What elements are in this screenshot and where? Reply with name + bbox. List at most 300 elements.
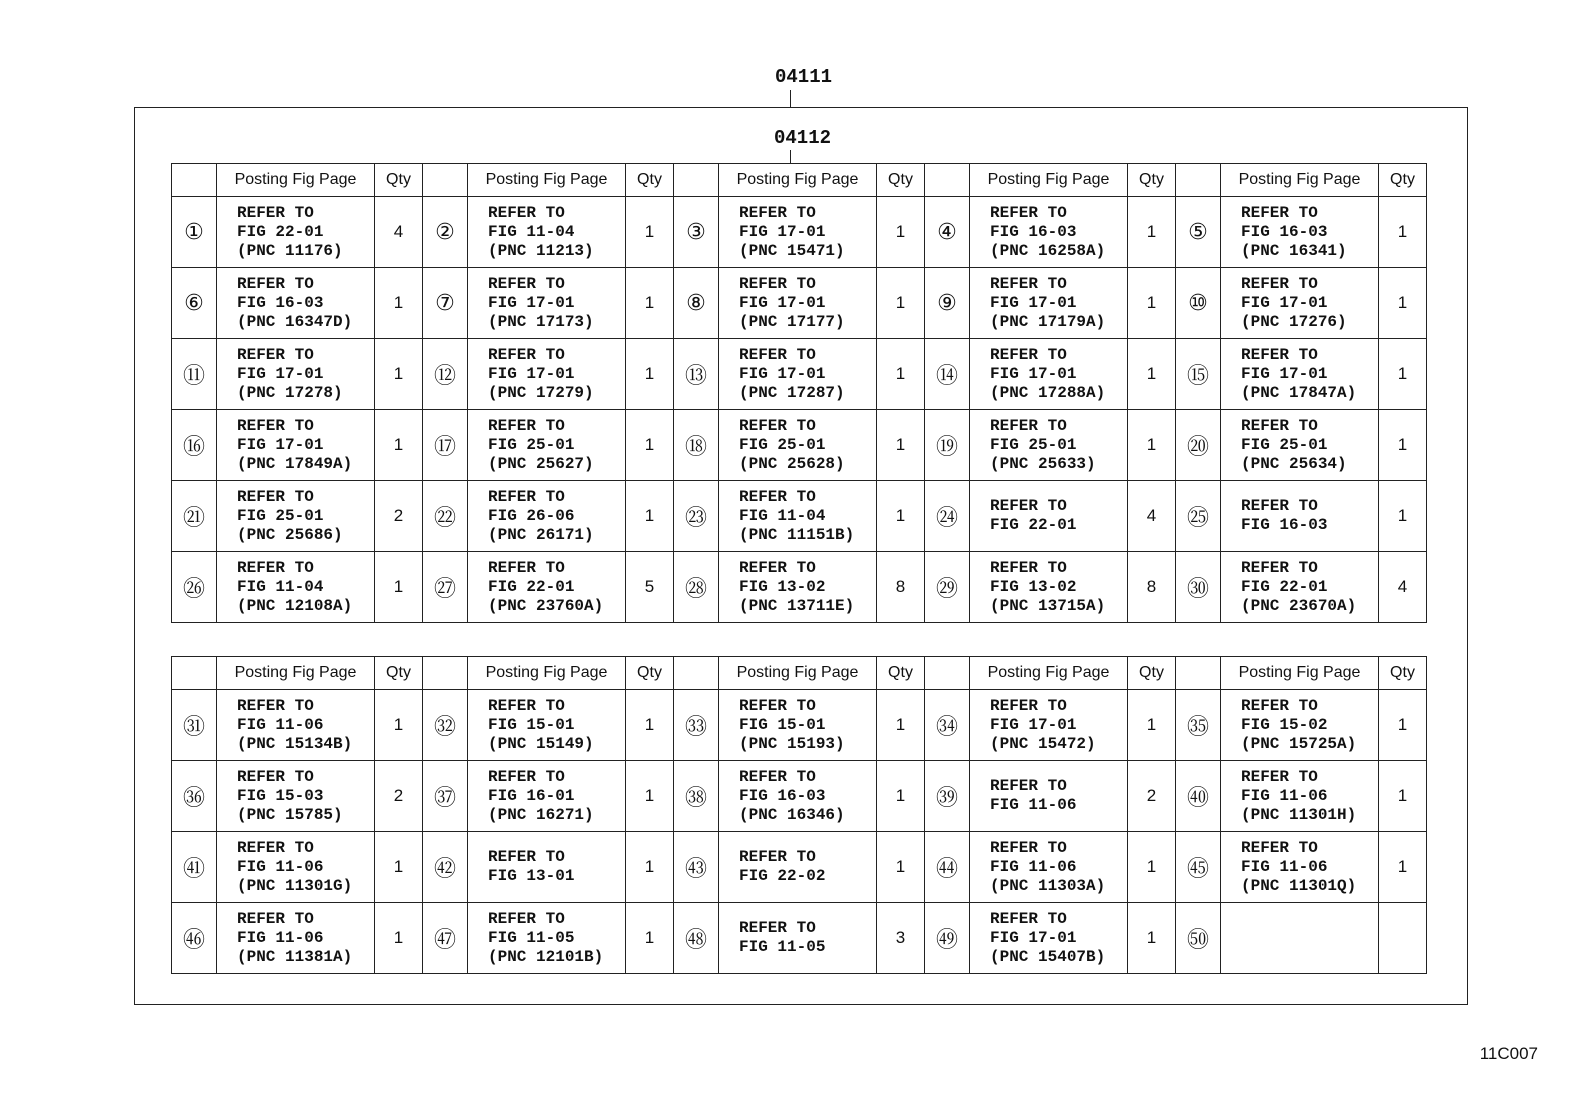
callout-number: ㉖ [172, 552, 217, 623]
reference-line: FIG 13-01 [488, 867, 575, 885]
header-blank [423, 657, 468, 690]
reference-cell [217, 761, 375, 832]
reference-line: (PNC 16341) [1241, 241, 1347, 260]
reference-line: REFER TO [237, 909, 314, 928]
header-qty: Qty [1128, 657, 1176, 690]
reference-line: (PNC 23760A) [488, 596, 604, 615]
header-posting-fig-page: Posting Fig Page [1221, 657, 1379, 690]
callout-number: ㊽ [674, 903, 719, 974]
reference-cell [217, 481, 375, 552]
reference-line: REFER TO [237, 838, 314, 857]
quantity-cell: 1 [375, 552, 423, 623]
quantity-cell: 1 [626, 903, 674, 974]
reference-line: REFER TO [1241, 497, 1318, 515]
reference-cell [468, 197, 626, 268]
reference-line: REFER TO [1241, 203, 1318, 222]
callout-number: ㊾ [925, 903, 970, 974]
reference-line: FIG 17-01 [739, 364, 826, 383]
callout-number: ㉗ [423, 552, 468, 623]
callout-number: ㉓ [674, 481, 719, 552]
callout-number: ⑮ [1176, 339, 1221, 410]
quantity-cell: 1 [1128, 410, 1176, 481]
header-row [172, 164, 1427, 197]
reference-line: FIG 11-04 [739, 506, 826, 525]
header-blank [172, 657, 217, 690]
leader-line-04112 [790, 150, 791, 163]
reference-line: (PNC 25628) [739, 454, 845, 473]
reference-line: REFER TO [1241, 558, 1318, 577]
reference-line: FIG 25-01 [1241, 435, 1328, 454]
reference-line: REFER TO [739, 487, 816, 506]
quantity-cell: 8 [877, 552, 925, 623]
header-blank [925, 164, 970, 197]
reference-line: REFER TO [488, 203, 565, 222]
reference-cell [1221, 339, 1379, 410]
reference-line: REFER TO [237, 274, 314, 293]
reference-line: (PNC 15134B) [237, 734, 353, 753]
quantity-cell: 1 [626, 481, 674, 552]
quantity-cell: 1 [375, 410, 423, 481]
reference-cell [970, 761, 1128, 832]
reference-cell [719, 832, 877, 903]
reference-line: (PNC 17847A) [1241, 383, 1357, 402]
reference-line: FIG 17-01 [488, 364, 575, 383]
header-row [172, 657, 1427, 690]
reference-line: FIG 17-01 [990, 293, 1077, 312]
reference-line: REFER TO [488, 487, 565, 506]
header-blank [172, 164, 217, 197]
reference-line: REFER TO [739, 848, 816, 866]
reference-line: FIG 11-06 [990, 857, 1077, 876]
reference-line: REFER TO [488, 696, 565, 715]
reference-line: REFER TO [488, 274, 565, 293]
reference-line: FIG 17-01 [739, 293, 826, 312]
table-row [172, 761, 1427, 832]
quantity-cell: 1 [1128, 903, 1176, 974]
reference-line: REFER TO [739, 696, 816, 715]
header-posting-fig-page: Posting Fig Page [719, 164, 877, 197]
callout-number: ㉔ [925, 481, 970, 552]
reference-line: (PNC 25634) [1241, 454, 1347, 473]
quantity-cell: 1 [877, 832, 925, 903]
reference-line: REFER TO [488, 848, 565, 866]
quantity-cell: 1 [375, 903, 423, 974]
table-row [172, 832, 1427, 903]
quantity-cell: 4 [1128, 481, 1176, 552]
reference-line: REFER TO [739, 767, 816, 786]
reference-line: (PNC 15149) [488, 734, 594, 753]
quantity-cell: 1 [877, 268, 925, 339]
quantity-cell: 1 [877, 339, 925, 410]
reference-cell [719, 903, 877, 974]
reference-line: FIG 16-03 [739, 786, 826, 805]
reference-line: FIG 17-01 [237, 364, 324, 383]
reference-line: REFER TO [739, 274, 816, 293]
parts-table-top [171, 163, 1427, 623]
callout-number: ㉛ [172, 690, 217, 761]
quantity-cell: 1 [375, 339, 423, 410]
reference-line: (PNC 11151B) [739, 525, 855, 544]
reference-line: REFER TO [990, 558, 1067, 577]
header-qty: Qty [877, 164, 925, 197]
reference-line: (PNC 12101B) [488, 947, 604, 966]
callout-number: ⑩ [1176, 268, 1221, 339]
quantity-cell: 4 [375, 197, 423, 268]
header-qty: Qty [1379, 657, 1427, 690]
callout-number: ㊷ [423, 832, 468, 903]
reference-cell [217, 339, 375, 410]
callout-number: ① [172, 197, 217, 268]
reference-line: (PNC 15193) [739, 734, 845, 753]
reference-line: FIG 17-01 [990, 928, 1077, 947]
reference-line: REFER TO [1241, 345, 1318, 364]
assembly-label-04111: 04111 [775, 66, 833, 88]
reference-cell [1221, 690, 1379, 761]
header-qty: Qty [1379, 164, 1427, 197]
reference-line: (PNC 15725A) [1241, 734, 1357, 753]
reference-line: (PNC 11381A) [237, 947, 353, 966]
quantity-cell: 1 [877, 690, 925, 761]
table-row [172, 268, 1427, 339]
quantity-cell: 1 [626, 832, 674, 903]
reference-line: (PNC 17279) [488, 383, 594, 402]
illustration-code: 11C007 [1479, 1044, 1538, 1063]
header-blank [674, 164, 719, 197]
reference-cell [217, 690, 375, 761]
reference-line: (PNC 16347D) [237, 312, 353, 331]
callout-number: ㉑ [172, 481, 217, 552]
reference-line: FIG 25-01 [990, 435, 1077, 454]
header-blank [1176, 164, 1221, 197]
reference-line: REFER TO [488, 558, 565, 577]
callout-number: ④ [925, 197, 970, 268]
reference-line: REFER TO [488, 416, 565, 435]
reference-cell [1221, 268, 1379, 339]
reference-line: (PNC 12108A) [237, 596, 353, 615]
reference-line: REFER TO [990, 203, 1067, 222]
reference-line: (PNC 17177) [739, 312, 845, 331]
reference-line: FIG 17-01 [488, 293, 575, 312]
reference-line: (PNC 23670A) [1241, 596, 1357, 615]
header-posting-fig-page: Posting Fig Page [468, 657, 626, 690]
callout-number: ㊻ [172, 903, 217, 974]
reference-line: REFER TO [990, 777, 1067, 795]
reference-line: REFER TO [237, 345, 314, 364]
quantity-cell: 4 [1379, 552, 1427, 623]
callout-number: ③ [674, 197, 719, 268]
quantity-cell: 1 [1128, 268, 1176, 339]
reference-line: REFER TO [739, 345, 816, 364]
table-row [172, 410, 1427, 481]
reference-line: FIG 11-04 [488, 222, 575, 241]
reference-line: (PNC 26171) [488, 525, 594, 544]
callout-number: ㉟ [1176, 690, 1221, 761]
callout-number: ㊴ [925, 761, 970, 832]
callout-number: ㉞ [925, 690, 970, 761]
callout-number: ⑬ [674, 339, 719, 410]
reference-line: REFER TO [739, 558, 816, 577]
reference-line: FIG 11-06 [237, 928, 324, 947]
reference-cell [719, 339, 877, 410]
table-row [172, 481, 1427, 552]
reference-line: (PNC 15407B) [990, 947, 1106, 966]
reference-line: REFER TO [237, 696, 314, 715]
reference-line: FIG 22-01 [1241, 577, 1328, 596]
reference-cell [217, 410, 375, 481]
reference-line: FIG 16-03 [1241, 222, 1328, 241]
callout-number: ㉙ [925, 552, 970, 623]
reference-line: FIG 15-01 [739, 715, 826, 734]
reference-line: (PNC 11303A) [990, 876, 1106, 895]
callout-number: ⑦ [423, 268, 468, 339]
callout-number: ㉒ [423, 481, 468, 552]
reference-cell [468, 832, 626, 903]
reference-line: FIG 11-04 [237, 577, 324, 596]
header-qty: Qty [375, 164, 423, 197]
reference-cell [217, 832, 375, 903]
reference-line: REFER TO [1241, 274, 1318, 293]
reference-cell [719, 690, 877, 761]
callout-number: ⑫ [423, 339, 468, 410]
reference-cell [970, 903, 1128, 974]
quantity-cell: 1 [626, 690, 674, 761]
reference-line: FIG 17-01 [237, 435, 324, 454]
quantity-cell: 1 [877, 761, 925, 832]
reference-line: REFER TO [990, 838, 1067, 857]
callout-number: ⑧ [674, 268, 719, 339]
quantity-cell: 1 [1128, 832, 1176, 903]
callout-number: ㊳ [674, 761, 719, 832]
reference-cell [1221, 410, 1379, 481]
header-qty: Qty [375, 657, 423, 690]
reference-cell [468, 690, 626, 761]
reference-line: REFER TO [237, 416, 314, 435]
reference-line: FIG 17-01 [990, 364, 1077, 383]
quantity-cell: 1 [1379, 481, 1427, 552]
reference-line: (PNC 15785) [237, 805, 343, 824]
table-row [172, 903, 1427, 974]
reference-line: REFER TO [1241, 767, 1318, 786]
reference-line: REFER TO [739, 919, 816, 937]
reference-line: FIG 11-05 [739, 938, 826, 956]
reference-line: REFER TO [990, 497, 1067, 515]
reference-line: FIG 16-03 [990, 222, 1077, 241]
reference-cell [970, 268, 1128, 339]
reference-cell [217, 268, 375, 339]
header-posting-fig-page: Posting Fig Page [719, 657, 877, 690]
table-row [172, 690, 1427, 761]
quantity-cell: 5 [626, 552, 674, 623]
callout-number: ⑥ [172, 268, 217, 339]
reference-line: (PNC 25686) [237, 525, 343, 544]
callout-number: ⑳ [1176, 410, 1221, 481]
reference-cell [1221, 481, 1379, 552]
quantity-cell: 8 [1128, 552, 1176, 623]
callout-number: ⑱ [674, 410, 719, 481]
callout-number: ㊼ [423, 903, 468, 974]
reference-line: REFER TO [488, 345, 565, 364]
callout-number: ㉘ [674, 552, 719, 623]
callout-number: ⑯ [172, 410, 217, 481]
quantity-cell: 1 [1379, 197, 1427, 268]
header-blank [423, 164, 468, 197]
reference-cell [970, 481, 1128, 552]
quantity-cell: 2 [1128, 761, 1176, 832]
callout-number: ㉕ [1176, 481, 1221, 552]
quantity-cell: 1 [877, 481, 925, 552]
reference-line: FIG 11-06 [1241, 786, 1328, 805]
reference-line: FIG 16-03 [1241, 516, 1328, 534]
callout-number: ⑤ [1176, 197, 1221, 268]
reference-line: FIG 15-01 [488, 715, 575, 734]
reference-line: (PNC 11213) [488, 241, 594, 260]
callout-number: ㉜ [423, 690, 468, 761]
reference-cell [1221, 761, 1379, 832]
reference-cell [468, 481, 626, 552]
reference-cell [970, 197, 1128, 268]
quantity-cell: 1 [877, 197, 925, 268]
header-qty: Qty [626, 657, 674, 690]
reference-line: REFER TO [990, 909, 1067, 928]
reference-line: FIG 26-06 [488, 506, 575, 525]
reference-line: REFER TO [237, 767, 314, 786]
reference-line: REFER TO [1241, 416, 1318, 435]
reference-line: (PNC 11301H) [1241, 805, 1357, 824]
parts-table-bottom [171, 656, 1427, 974]
reference-line: (PNC 17278) [237, 383, 343, 402]
reference-line: (PNC 17849A) [237, 454, 353, 473]
header-posting-fig-page: Posting Fig Page [1221, 164, 1379, 197]
quantity-cell: 1 [626, 339, 674, 410]
reference-line: (PNC 16346) [739, 805, 845, 824]
reference-line: REFER TO [990, 416, 1067, 435]
header-qty: Qty [626, 164, 674, 197]
quantity-cell: 1 [626, 268, 674, 339]
reference-line: (PNC 25633) [990, 454, 1096, 473]
header-qty: Qty [877, 657, 925, 690]
reference-line: FIG 17-01 [990, 715, 1077, 734]
reference-cell [719, 761, 877, 832]
reference-cell [468, 268, 626, 339]
quantity-cell: 1 [1128, 690, 1176, 761]
callout-number: ㊸ [674, 832, 719, 903]
callout-number: ㊱ [172, 761, 217, 832]
quantity-cell: 1 [626, 197, 674, 268]
quantity-cell: 1 [1379, 690, 1427, 761]
callout-number: ⑭ [925, 339, 970, 410]
reference-cell [217, 552, 375, 623]
quantity-cell: 1 [1128, 339, 1176, 410]
reference-line: FIG 25-01 [488, 435, 575, 454]
reference-cell [1221, 903, 1379, 974]
table-row [172, 552, 1427, 623]
reference-cell [970, 410, 1128, 481]
callout-number: ⑨ [925, 268, 970, 339]
quantity-cell: 1 [1128, 197, 1176, 268]
reference-line: REFER TO [990, 345, 1067, 364]
reference-line: REFER TO [739, 416, 816, 435]
reference-line: FIG 11-06 [990, 796, 1077, 814]
leader-line-04111 [790, 90, 791, 107]
reference-line: FIG 25-01 [739, 435, 826, 454]
quantity-cell: 1 [375, 690, 423, 761]
quantity-cell: 1 [626, 761, 674, 832]
header-posting-fig-page: Posting Fig Page [217, 164, 375, 197]
reference-line: (PNC 11301G) [237, 876, 353, 895]
reference-cell [719, 481, 877, 552]
callout-number: ㊶ [172, 832, 217, 903]
callout-number: ⑰ [423, 410, 468, 481]
reference-line: (PNC 17287) [739, 383, 845, 402]
assembly-label-04112: 04112 [774, 127, 832, 149]
callout-number: ㊲ [423, 761, 468, 832]
reference-line: REFER TO [739, 203, 816, 222]
header-posting-fig-page: Posting Fig Page [970, 164, 1128, 197]
reference-cell [217, 197, 375, 268]
reference-line: FIG 11-06 [1241, 857, 1328, 876]
reference-cell [468, 552, 626, 623]
reference-cell [970, 552, 1128, 623]
reference-line: (PNC 16258A) [990, 241, 1106, 260]
reference-line: (PNC 17288A) [990, 383, 1106, 402]
reference-line: REFER TO [237, 558, 314, 577]
reference-cell [970, 339, 1128, 410]
reference-line: (PNC 13715A) [990, 596, 1106, 615]
header-blank [1176, 657, 1221, 690]
reference-line: FIG 17-01 [739, 222, 826, 241]
quantity-cell: 2 [375, 481, 423, 552]
reference-line: FIG 15-02 [1241, 715, 1328, 734]
reference-cell [468, 761, 626, 832]
reference-cell [1221, 197, 1379, 268]
quantity-cell: 1 [1379, 268, 1427, 339]
callout-number: ㉚ [1176, 552, 1221, 623]
quantity-cell: 1 [375, 832, 423, 903]
callout-number: ⑪ [172, 339, 217, 410]
table-row [172, 197, 1427, 268]
reference-line: (PNC 13711E) [739, 596, 855, 615]
quantity-cell: 1 [1379, 761, 1427, 832]
header-posting-fig-page: Posting Fig Page [970, 657, 1128, 690]
reference-line: FIG 16-01 [488, 786, 575, 805]
callout-number: ㉝ [674, 690, 719, 761]
callout-number: ㊹ [925, 832, 970, 903]
reference-line: REFER TO [237, 203, 314, 222]
quantity-cell: 2 [375, 761, 423, 832]
callout-number: ㊿ [1176, 903, 1221, 974]
reference-cell [719, 410, 877, 481]
reference-line: (PNC 11301Q) [1241, 876, 1357, 895]
callout-number: ② [423, 197, 468, 268]
reference-line: FIG 16-03 [237, 293, 324, 312]
header-posting-fig-page: Posting Fig Page [217, 657, 375, 690]
reference-line: (PNC 17276) [1241, 312, 1347, 331]
reference-line: REFER TO [488, 767, 565, 786]
reference-line: (PNC 17179A) [990, 312, 1106, 331]
reference-line: FIG 22-01 [990, 516, 1077, 534]
callout-number: ⑲ [925, 410, 970, 481]
header-qty: Qty [1128, 164, 1176, 197]
quantity-cell: 1 [626, 410, 674, 481]
reference-line: FIG 13-02 [739, 577, 826, 596]
quantity-cell [1379, 903, 1427, 974]
reference-line: FIG 22-01 [237, 222, 324, 241]
reference-line: FIG 11-06 [237, 857, 324, 876]
reference-line: (PNC 15472) [990, 734, 1096, 753]
quantity-cell: 1 [877, 410, 925, 481]
reference-line: FIG 11-05 [488, 928, 575, 947]
reference-line: (PNC 17173) [488, 312, 594, 331]
